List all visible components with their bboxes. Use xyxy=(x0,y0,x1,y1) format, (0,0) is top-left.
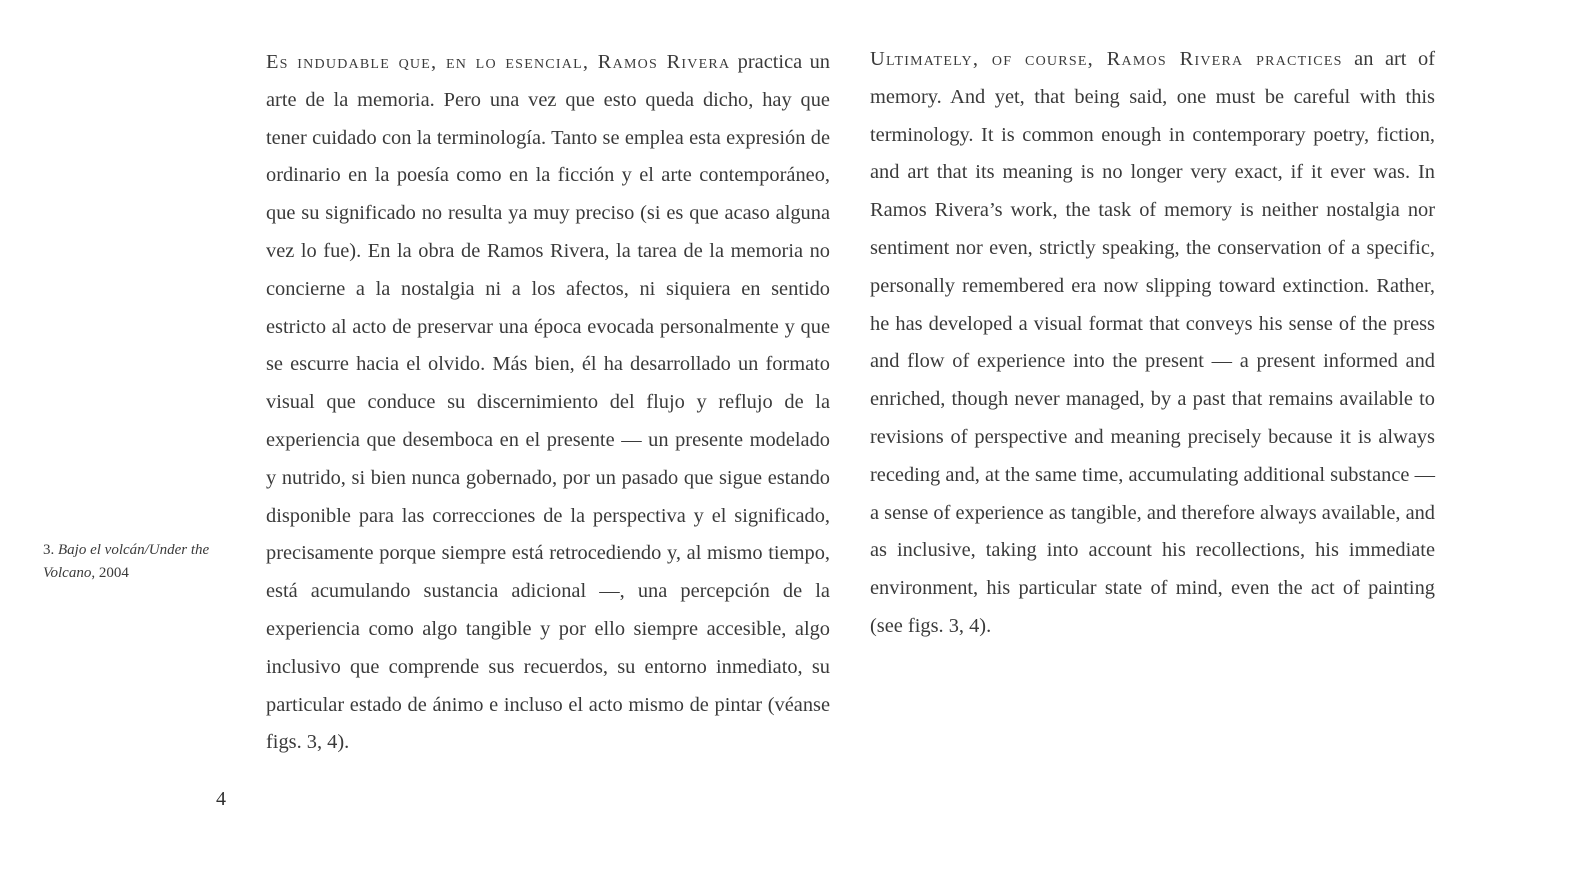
english-lead-in: Ultimately, of course, Ramos Rivera practices xyxy=(870,48,1343,70)
figure-caption xyxy=(43,539,233,585)
caption-number: 3. xyxy=(43,542,55,558)
spanish-text-column xyxy=(266,44,830,762)
page-number: 4 xyxy=(216,788,226,810)
english-text-column xyxy=(870,41,1435,646)
spanish-lead-in: Es indudable que, en lo esencial, Ramos Rivera xyxy=(266,51,731,73)
spanish-body-text: practica un arte de la memoria. Pero una vez que esto queda dicho, hay que tener cuidado con la terminología. Tanto se emplea esta expresión de ordinario en la poesía como en la ficción y el arte contemporáneo, que su significado no resulta ya muy preciso (si es que acaso alguna vez lo fue). En la obra de Ramos Rivera, la tarea de la memoria no concierne a la nostalgia ni a los afectos, ni siquiera en sentido estricto al acto de preservar una época evocada personalmente y que se escurre hacia el olvido. Más bien, él ha desarrollado un formato visual que conduce su discernimiento del flujo y reflujo de la experiencia que desemboca en el presente — un presente modelado y nutrido, si bien nunca gobernado, por un pasado que sigue estando disponible para las correcciones de la perspectiva y el significado, precisamente porque siempre está retrocediendo y, al mismo tiempo, está acumulando sustancia adicional —, una percepción de la experiencia como algo tangible y por ello siempre accesible, algo inclusivo que comprende sus recuerdos, su entorno inmediato, su particular estado de ánimo e incluso el acto mismo de pintar (véanse figs. 3, 4). xyxy=(266,51,830,754)
caption-title: Bajo el volcán/Under the Volcano xyxy=(43,542,210,581)
english-body-text: an art of memory. And yet, that being said, one must be careful with this terminology. It is common enough in contemporary poetry, fiction, and art that its meaning is no longer very exact, if it ever was. In Ramos Rivera’s work, the task of memory is neither nostalgia nor sentiment nor even, strictly speaking, the conservation of a specific, personally remembered era now slipping toward extinction. Rather, he has developed a visual format that conveys his sense of the press and flow of experience into the present — a present informed and enriched, though never managed, by a past that remains available to revisions of perspective and meaning precisely because it is always receding and, at the same time, accumulating additional substance — a sense of experience as tangible, and therefore always available, and as inclusive, taking into account his recollections, his immediate environment, his particular state of mind, even the act of painting (see figs. 3, 4). xyxy=(870,48,1436,637)
caption-year: , 2004 xyxy=(91,565,129,581)
